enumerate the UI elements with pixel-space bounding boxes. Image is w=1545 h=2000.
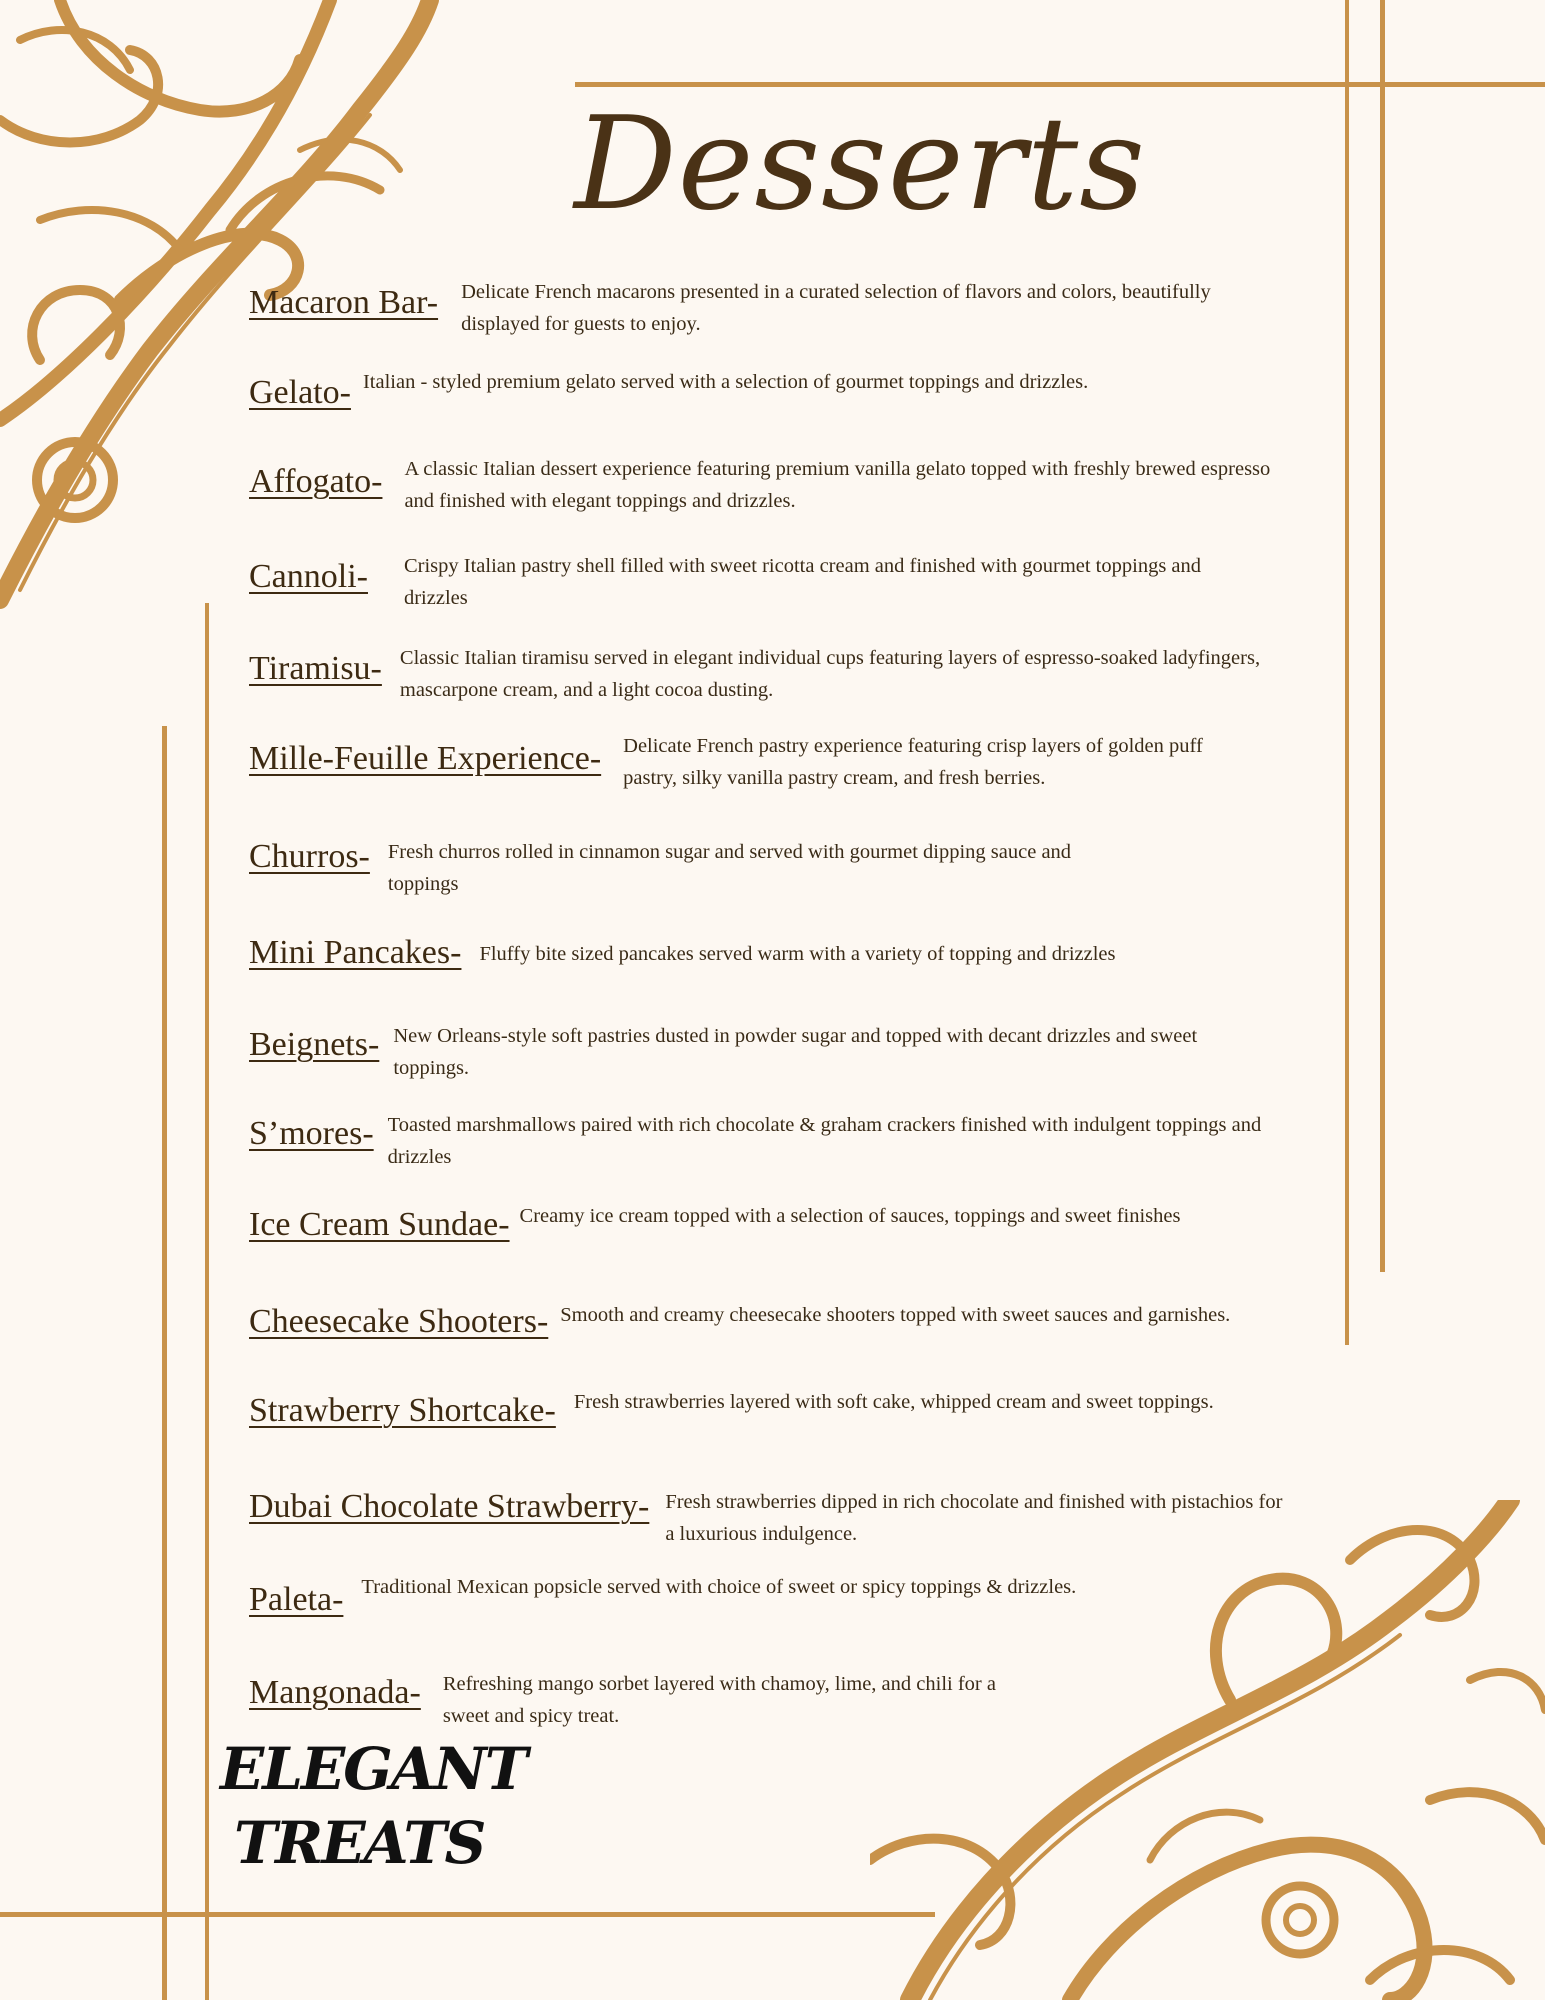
frame-line-top	[575, 82, 1545, 87]
frame-line-right-inner	[1345, 0, 1349, 1345]
menu-item-description: A classic Italian dessert experience featuring premium vanilla gelato topped with freshly brewed espresso and finished with elegant toppings and drizzles.	[404, 458, 1271, 512]
menu-item-cannoli	[249, 550, 1204, 614]
menu-item-cheesecake-shooters	[249, 1299, 1300, 1341]
frame-line-left-inner	[205, 603, 209, 2000]
menu-item-name: Ice Cream Sundae-	[249, 1206, 510, 1243]
menu-item-mangonada	[249, 1668, 1033, 1732]
menu-item-strawberry-shortcake	[249, 1386, 1214, 1430]
menu-item-description: Traditional Mexican popsicle served with choice of sweet or spicy toppings & drizzles.	[361, 1576, 1077, 1598]
menu-item-mille-feuille	[249, 730, 1253, 794]
menu-item-description: Delicate French pastry experience featuring crisp layers of golden puff pastry, silky vanilla pastry cream, and fresh berries.	[623, 735, 1203, 789]
menu-item-description: Fluffy bite sized pancakes served warm with a variety of topping and drizzles	[479, 943, 1116, 965]
menu-item-description: Creamy ice cream topped with a selection of sauces, toppings and sweet finishes	[519, 1205, 1181, 1227]
menu-item-description: Italian - styled premium gelato served with a selection of gourmet toppings and drizzles.	[362, 371, 1089, 393]
logo-line-treats: TREATS	[234, 1809, 485, 1877]
menu-item-description: Refreshing mango sorbet layered with chamoy, lime, and chili for a sweet and spicy treat.	[442, 1673, 996, 1727]
menu-item-mini-pancakes	[249, 934, 1379, 972]
menu-item-description: Delicate French macarons presented in a curated selection of flavors and colors, beautifully displayed for guests to enjoy.	[461, 281, 1211, 335]
menu-item-description: New Orleans-style soft pastries dusted in powder sugar and topped with decant drizzles and sweet toppings.	[393, 1025, 1198, 1079]
menu-item-name: Dubai Chocolate Strawberry-	[249, 1488, 650, 1525]
menu-item-name: Beignets-	[249, 1026, 380, 1063]
menu-item-name: Paleta-	[249, 1581, 344, 1618]
menu-item-name: Gelato-	[249, 374, 351, 411]
menu-item-name: Strawberry Shortcake-	[249, 1392, 556, 1429]
menu-item-macaron-bar	[249, 276, 1221, 340]
menu-item-name: Mille-Feuille Experience-	[249, 740, 602, 777]
menu-item-description: Fresh strawberries layered with soft cake, whipped cream and sweet toppings.	[573, 1391, 1214, 1413]
menu-item-name: Mini Pancakes-	[249, 934, 462, 971]
menu-item-name: Affogato-	[249, 463, 383, 500]
menu-item-description: Smooth and creamy cheesecake shooters topped with sweet sauces and garnishes.	[560, 1304, 1231, 1326]
menu-item-name: S’mores-	[249, 1115, 374, 1152]
menu-item-tiramisu	[249, 642, 1300, 706]
frame-line-right-outer	[1380, 0, 1385, 1272]
menu-item-churros	[249, 836, 1108, 900]
menu-item-name: Macaron Bar-	[249, 284, 439, 321]
menu-item-description: Classic Italian tiramisu served in elegant individual cups featuring layers of espresso-soaked ladyfingers, mascarpone cream, and a light cocoa dusting.	[399, 647, 1261, 701]
menu-item-name: Cannoli-	[249, 558, 368, 595]
menu-item-description: Fresh strawberries dipped in rich chocolate and finished with pistachios for a luxurious indulgence.	[665, 1491, 1283, 1545]
menu-title: Desserts	[574, 90, 1146, 239]
frame-line-bottom	[0, 1912, 935, 1917]
menu-item-beignets	[249, 1020, 1233, 1084]
menu-item-dubai-chocolate-strawberry	[249, 1486, 1285, 1550]
logo-line-elegant: ELEGANT	[220, 1735, 526, 1803]
menu-item-description: Crispy Italian pastry shell filled with sweet ricotta cream and finished with gourmet toppings and drizzles	[403, 555, 1202, 609]
frame-line-left-outer	[162, 726, 167, 2000]
menu-item-name: Cheesecake Shooters-	[249, 1303, 549, 1340]
menu-item-paleta	[249, 1571, 1081, 1619]
menu-item-name: Tiramisu-	[249, 650, 382, 687]
menu-item-name: Mangonada-	[249, 1674, 421, 1711]
menu-item-ice-cream-sundae	[249, 1200, 1300, 1244]
menu-item-gelato	[249, 366, 1243, 412]
menu-item-smores	[249, 1109, 1288, 1173]
menu-item-name: Churros-	[249, 838, 370, 875]
menu-item-description: Toasted marshmallows paired with rich chocolate & graham crackers finished with indulgent toppings and drizzles	[387, 1114, 1262, 1168]
elegant-treats-logo	[220, 1735, 526, 1877]
menu-item-description: Fresh churros rolled in cinnamon sugar and served with gourmet dipping sauce and toppings	[387, 841, 1072, 895]
menu-item-affogato	[249, 453, 1274, 517]
